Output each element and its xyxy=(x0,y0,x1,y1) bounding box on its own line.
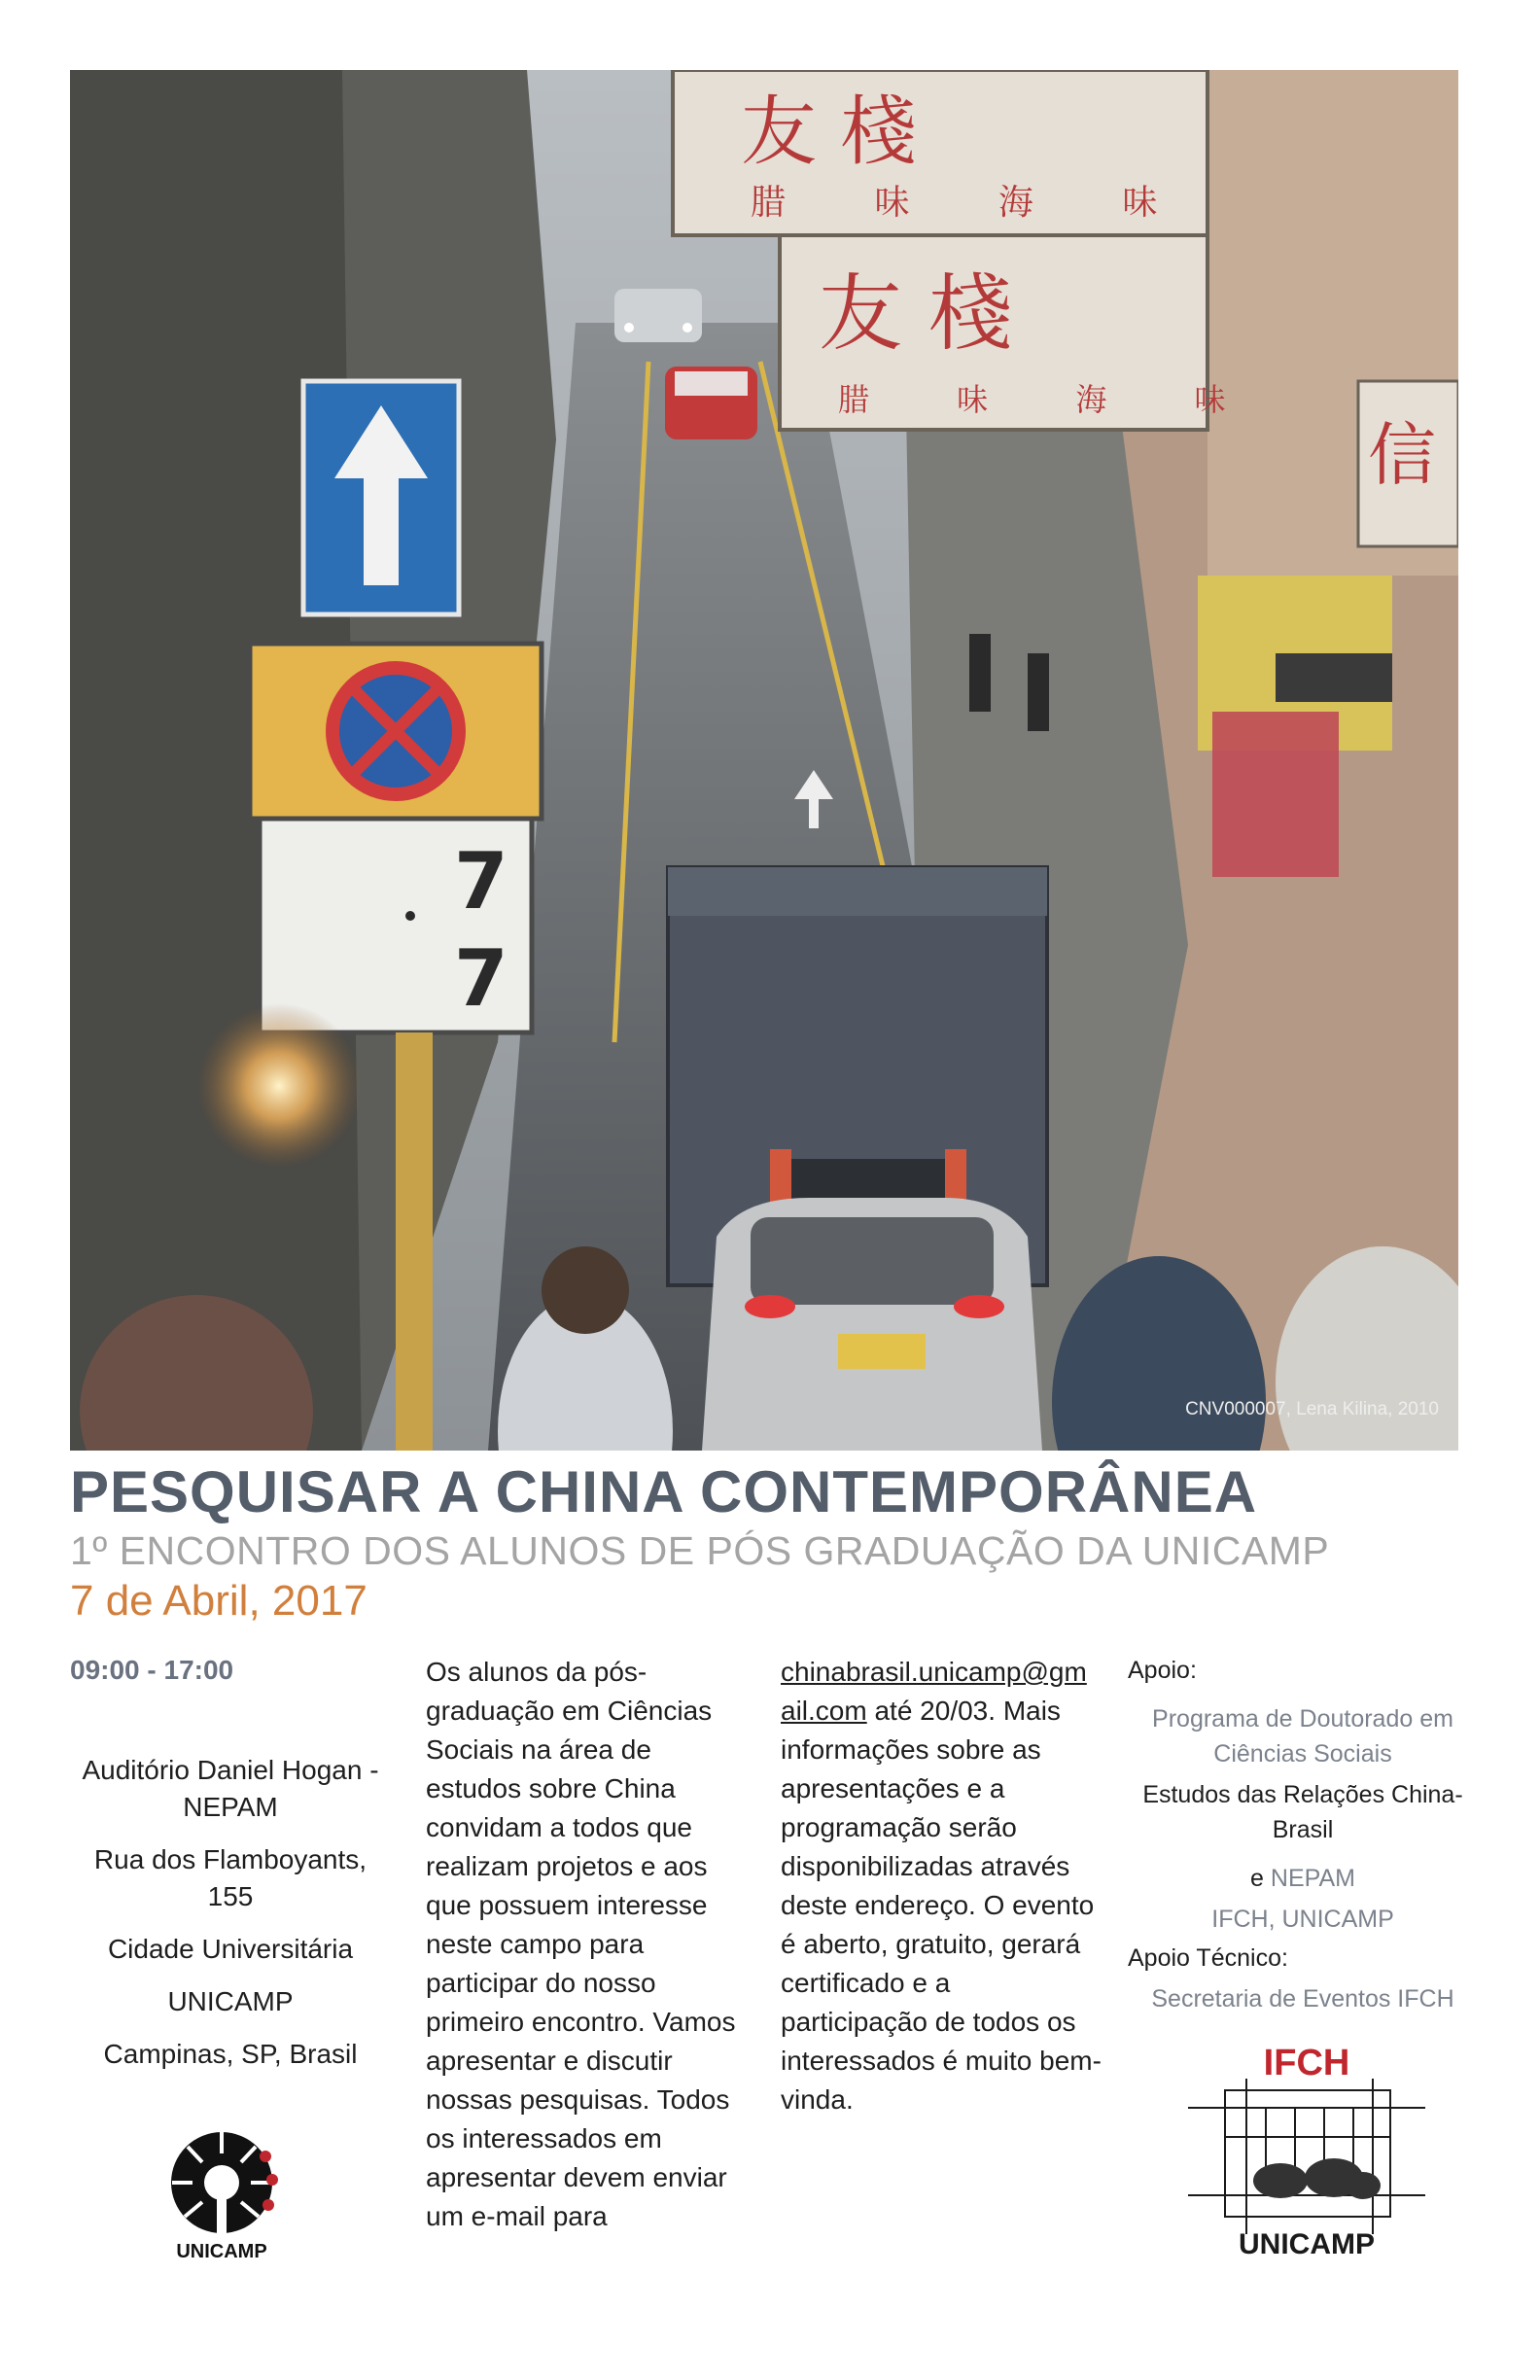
support-program: Programa de Doutorado em Ciências Sociais xyxy=(1152,1705,1453,1768)
support-nepam-line xyxy=(1128,1861,1478,1896)
sign-top-chars: 友 棧 xyxy=(741,88,917,176)
unicamp-logo xyxy=(163,2129,299,2265)
sign-number-bottom: 7 xyxy=(454,933,508,1024)
event-date: 7 de Abril, 2017 xyxy=(70,1577,368,1625)
support-label: Apoio: xyxy=(1128,1657,1197,1684)
contact-block xyxy=(781,1653,1102,2119)
support-nepam-prefix: e xyxy=(1250,1865,1271,1892)
ifch-logo-bottom: UNICAMP xyxy=(1239,2228,1375,2259)
venue-name: Auditório Daniel Hogan - NEPAM xyxy=(82,1755,379,1822)
venue-district: Cidade Universitária xyxy=(107,1934,354,1964)
event-title: PESQUISAR A CHINA CONTEMPORÂNEA xyxy=(70,1459,1258,1524)
ifch-logo xyxy=(1188,2040,1425,2259)
support-nepam: NEPAM xyxy=(1270,1865,1355,1892)
street-photo xyxy=(70,70,1458,1451)
support-studies: Estudos das Relações China-Brasil xyxy=(1142,1781,1463,1843)
support-ifch: IFCH, UNICAMP xyxy=(1211,1906,1394,1933)
invitation-text: Os alunos da pós-graduação em Ciências Sociais na área de estudos sobre China convidam a todos que realizam projetos e aos que possuem interesse neste campo para participar do nosso primeiro encontro. Vamos apresentar e discutir nossas pesquisas. Todos os interessados em apresentar devem enviar um e-mail para xyxy=(426,1657,736,2231)
venue-city: Campinas, SP, Brasil xyxy=(103,2039,358,2069)
sign-top-small: 腊 味 海 味 xyxy=(751,183,1197,223)
photo-credit: CNV000007, Lena Kilina, 2010 xyxy=(1185,1399,1439,1419)
sign-middle-chars: 友 棧 xyxy=(819,265,1013,363)
event-hours: 09:00 - 17:00 xyxy=(70,1655,234,1685)
sign-number-top: 7 xyxy=(454,836,508,927)
unicamp-logo-text: UNICAMP xyxy=(176,2241,267,2262)
ifch-logo-title: IFCH xyxy=(1263,2043,1350,2083)
contact-text: até 20/03. Mais informações sobre as apresentações e a programação serão disponibilizadas através deste endereço. O evento é aberto, gratuito, gerará certificado e a participação de todos os interessados é muito bem-vinda. xyxy=(781,1696,1102,2115)
venue-block xyxy=(70,1752,391,2088)
street-photo-illustration xyxy=(70,70,1458,1451)
venue-institution: UNICAMP xyxy=(167,1986,294,2016)
event-subtitle: 1º ENCONTRO DOS ALUNOS DE PÓS GRADUAÇÃO DA UNICAMP xyxy=(70,1528,1330,1573)
venue-street: Rua dos Flamboyants, 155 xyxy=(93,1844,368,1911)
tech-support-events: Secretaria de Eventos IFCH xyxy=(1151,1985,1454,2012)
contact-email-link[interactable]: chinabrasil.unicamp@gmail.com xyxy=(781,1657,1087,1726)
sign-middle-small: 腊 味 海 味 xyxy=(838,381,1265,418)
support-block xyxy=(1128,1653,1478,2016)
sign-right-char: 信 xyxy=(1368,415,1436,495)
tech-support-label: Apoio Técnico: xyxy=(1128,1944,1288,1972)
